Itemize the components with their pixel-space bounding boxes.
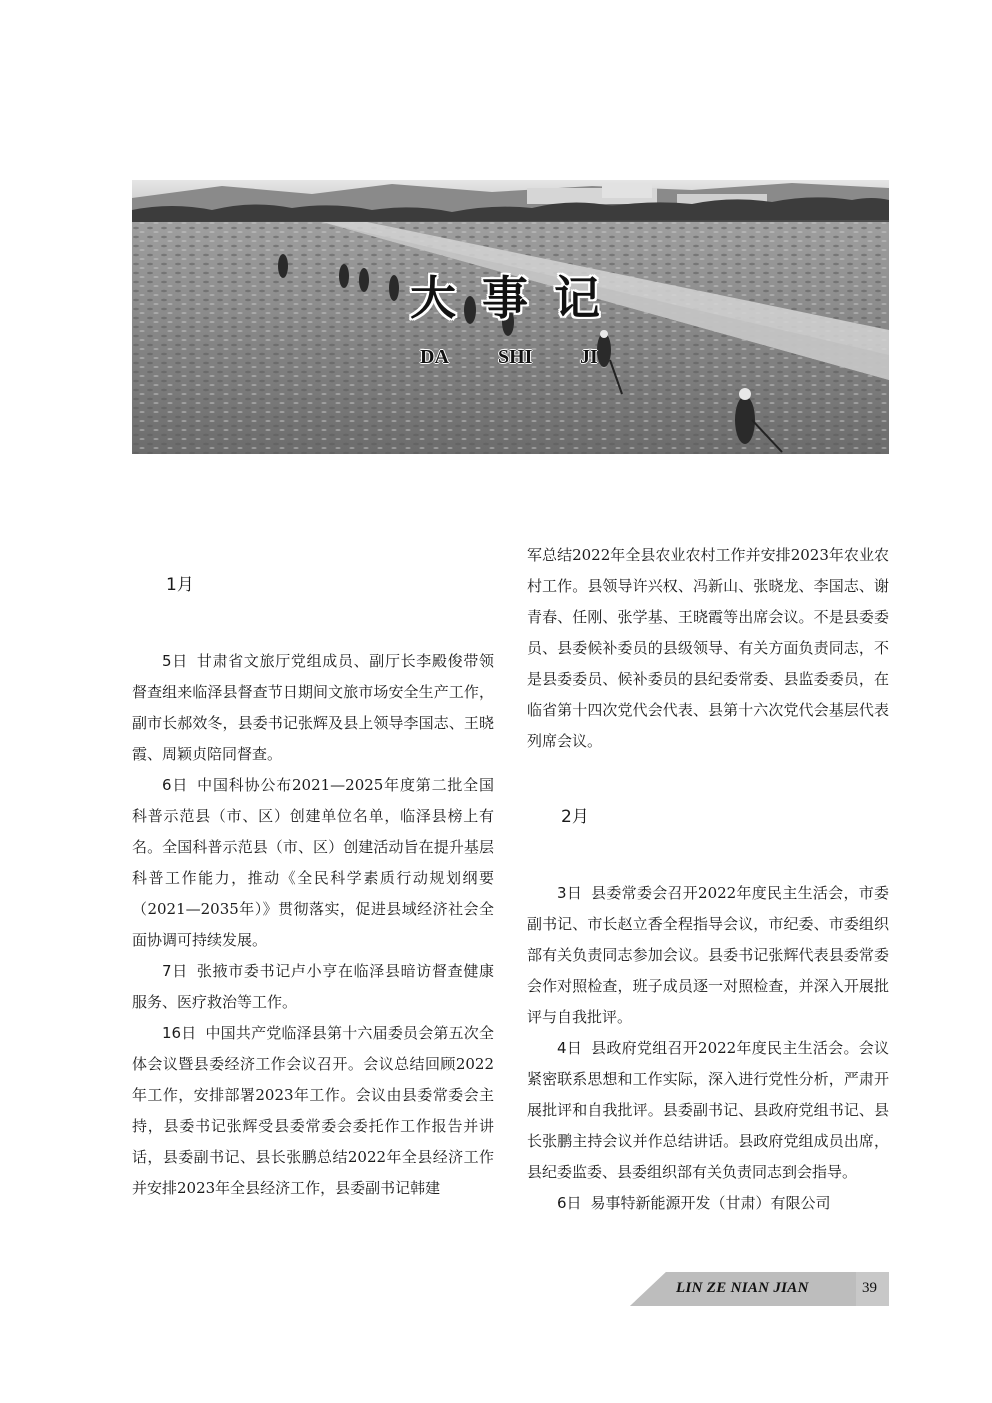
entry-jan-6 (132, 770, 494, 956)
entry-text: 甘肃省文旅厅党组成员、副厅长李殿俊带领督查组来临泽县督查节日期间文旅市场安全生产工作，副市长郝效冬，县委书记张辉及县上领导李国志、王晓霞、周颖贞陪同督查。 (132, 652, 494, 763)
entry-feb-3 (527, 878, 889, 1033)
entry-day: 6日 (162, 776, 189, 794)
entry-jan-5 (132, 646, 494, 770)
entry-feb-6 (527, 1188, 889, 1219)
right-column (527, 540, 889, 1219)
entry-day: 4日 (557, 1039, 583, 1057)
month-heading-feb: 2月 (561, 807, 589, 827)
entry-jan-7 (132, 956, 494, 1018)
entry-text: 中国共产党临泽县第十六届委员会第五次全体会议暨县委经济工作会议召开。会议总结回顾2022年工作，安排部署2023年工作。会议由县委常委会主持，县委书记张辉受县委常委会委托作工作报告并讲话，县委副书记、县长张鹏总结2022年全县经济工作并安排2023年全县经济工作，县委副书记韩建 (132, 1024, 494, 1197)
title-pinyin-ji: JI (580, 346, 598, 368)
entry-text: 易事特新能源开发（甘肃）有限公司 (590, 1194, 831, 1212)
header-photo-banner (132, 180, 889, 454)
entry-feb-4 (527, 1033, 889, 1188)
entry-text: 张掖市委书记卢小亨在临泽县暗访督查健康服务、医疗救治等工作。 (132, 962, 494, 1011)
entry-jan-16 (132, 1018, 494, 1204)
entry-day: 6日 (557, 1194, 582, 1212)
entry-text: 县政府党组召开2022年度民主生活会。会议紧密联系思想和工作实际，深入进行党性分析，严肃开展批评和自我批评。县委副书记、县政府党组书记、县长张鹏主持会议并作总结讲话。县政府党组成员出席，县纪委监委、县委组织部有关负责同志到会指导。 (527, 1039, 889, 1181)
footer-brand: LIN ZE NIAN JIAN (676, 1280, 809, 1296)
left-column (132, 570, 494, 1204)
month-heading-jan: 1月 (166, 575, 194, 595)
entry-day: 16日 (162, 1024, 197, 1042)
title-pinyin-da: DA (420, 346, 449, 368)
entry-text: 中国科协公布2021—2025年度第二批全国科普示范县（市、区）创建单位名单，临泽县榜上有名。全国科普示范县（市、区）创建活动旨在提升基层科普工作能力，推动《全民科学素质行动规划纲要（2021—2035年）》贯彻落实，促进县域经济社会全面协调可持续发展。 (132, 776, 494, 949)
entry-day: 5日 (162, 652, 188, 670)
entry-text: 县委常委会召开2022年度民主生活会，市委副书记、市长赵立香全程指导会议，市纪委、市委组织部有关负责同志参加会议。县委书记张辉代表县委常委会作对照检查，班子成员逐一对照检查，并深入开展批评与自我批评。 (527, 884, 889, 1026)
page-number: 39 (862, 1280, 877, 1296)
entry-jan-16-continued: 军总结2022年全县农业农村工作并安排2023年农业农村工作。县领导许兴权、冯新山、张晓龙、李国志、谢青春、任刚、张学基、王晓霞等出席会议。不是县委委员、县委候补委员的县级领导、有关方面负责同志，不是县委委员、候补委员的县纪委常委、县监委委员，在临省第十四次党代会代表、县第十六次党代会基层代表列席会议。 (527, 546, 889, 750)
entry-day: 7日 (162, 962, 188, 980)
title-pinyin-shi: SHI (498, 346, 533, 368)
page-footer (630, 1272, 889, 1306)
page-title: 大事记 (410, 271, 626, 325)
entry-day: 3日 (557, 884, 583, 902)
